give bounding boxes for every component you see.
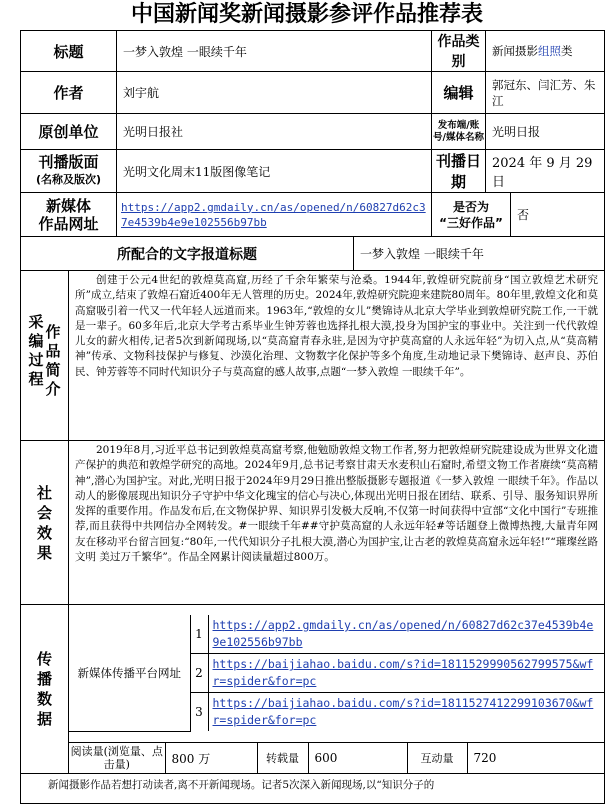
author-value: 刘宇航 bbox=[117, 72, 432, 114]
shares-label: 转载量 bbox=[257, 743, 308, 773]
three-good-label-line1: 是否为 bbox=[453, 199, 490, 214]
three-good-value: 否 bbox=[511, 193, 605, 237]
shares-value: 600 bbox=[308, 743, 407, 773]
link-num-3: 3 bbox=[190, 693, 208, 732]
spread-stats-table bbox=[69, 743, 604, 773]
newmedia-label bbox=[21, 193, 117, 237]
related-title-value: 一梦入敦煌 一眼续千年 bbox=[354, 237, 605, 271]
page-label-main: 刊播版面 bbox=[38, 153, 99, 171]
publisher-label: 发布端/账号/媒体名称 bbox=[432, 114, 486, 150]
link-num-2: 2 bbox=[190, 654, 208, 693]
newmedia-label-line1: 新媒体 bbox=[46, 196, 92, 215]
editor-label: 编辑 bbox=[432, 72, 486, 114]
category-value bbox=[486, 31, 605, 72]
platform-label: 新媒体传播平台网址 bbox=[69, 615, 190, 731]
interactions-label: 互动量 bbox=[407, 743, 467, 773]
effect-label: 社 会 效 果 bbox=[21, 441, 69, 605]
recommendation-form-table bbox=[20, 30, 605, 804]
process-label-col1: 采 编 过 程 bbox=[28, 312, 44, 388]
platform-link-1[interactable]: https://app2.gmdaily.cn/as/opened/n/60827d62c37e4539b4e9e102556b97bb bbox=[208, 615, 604, 654]
three-good-label bbox=[432, 193, 511, 237]
category-prefix: 新闻摄影 bbox=[492, 44, 539, 58]
spread-label: 传 播 数 据 bbox=[21, 605, 69, 774]
process-label bbox=[21, 271, 69, 441]
platform-link-2[interactable]: https://baijiahao.baidu.com/s?id=1811529990562799575&wfr=spider&for=pc bbox=[208, 654, 604, 693]
newmedia-url-link[interactable]: https://app2.gmdaily.cn/as/opened/n/60827d62c37e4539b4e9e102556b97bb bbox=[117, 193, 432, 237]
unit-value: 光明日报社 bbox=[117, 114, 432, 150]
author-label: 作者 bbox=[21, 72, 117, 114]
category-suffix: 类 bbox=[561, 44, 573, 58]
date-label: 刊播日期 bbox=[432, 150, 486, 193]
page-value: 光明文化周末11版图像笔记 bbox=[117, 150, 432, 193]
reads-label: 阅读量(浏览量、点击量) bbox=[69, 743, 165, 773]
date-value: 2024 年 9 月 29 日 bbox=[486, 150, 605, 193]
document-title: 中国新闻奖新闻摄影参评作品推荐表 bbox=[130, 2, 483, 27]
page-label bbox=[21, 150, 117, 193]
three-good-label-line2: “三好作品” bbox=[439, 215, 503, 230]
bottom-text: 新闻摄影作品若想打动读者,离不开新闻现场。记者5次深入新闻现场,以“知识分子的 bbox=[21, 774, 605, 804]
category-label: 作品类别 bbox=[432, 31, 486, 72]
headline-label: 标题 bbox=[21, 31, 117, 72]
platform-link-3[interactable]: https://baijiahao.baidu.com/s?id=1811527412299103670&wfr=spider&for=pc bbox=[208, 693, 604, 732]
publisher-value: 光明日报 bbox=[486, 114, 605, 150]
related-title-label: 所配合的文字报道标题 bbox=[21, 237, 354, 271]
page-label-sub: (名称及版次) bbox=[35, 173, 102, 186]
headline-value: 一梦入敦煌 一眼续千年 bbox=[117, 31, 432, 72]
reads-value: 800 万 bbox=[165, 743, 257, 773]
unit-label: 原创单位 bbox=[21, 114, 117, 150]
process-label-col2: 作 品 简 介 bbox=[45, 322, 61, 398]
process-text: 创建于公元4世纪的敦煌莫高窟,历经了千余年繁荣与沧桑。1944年,敦煌研究院前身“国立敦煌艺术研究所”成立,结束了敦煌石窟近400年无人管理的历史。2024年,敦煌研究院迎来建院80周年。80年里,敦煌文化和莫高窟吸引着一代又一代年轻人远道而来。1963年,“敦煌的女儿”樊锦诗从北京大学毕业到敦煌研究院工作,一干就是一辈子。60多年后,北京大学考古系毕业生钟芳蓉也选择扎根大漠,投身为国护宝的事业中。关注到一代代敦煌儿女的薪火相传,记者5次到新闻现场,以“莫高窟青春永驻,是因为守护莫高窟的人永远年轻”为切入点,从“莫高精神”传承、文物科技保护与修复、沙漠化治理、文物数字化保护等多个角度,生动地记录下樊锦诗、赵声良、苏伯民、钟芳蓉等不同时代知识分子与莫高窟的感人故事,点题“一梦入敦煌 一眼续千年”。 bbox=[69, 271, 605, 441]
spread-links-table bbox=[69, 615, 604, 732]
category-highlight: 组照 bbox=[538, 44, 562, 58]
interactions-value: 720 bbox=[467, 743, 604, 773]
link-num-1: 1 bbox=[190, 615, 208, 654]
effect-text: 2019年8月,习近平总书记到敦煌莫高窟考察,他勉励敦煌文物工作者,努力把敦煌研究院建设成为世界文化遗产保护的典范和敦煌学研究的高地。2024年9月,总书记考察甘肃天水麦积山石窟时,希望文物工作者赓续“莫高精神”,潜心为国护宝。对此,光明日报于2024年9月29日推出整版摄影专题报道《一梦入敦煌 一眼续千年》。作品以动人的影像展现出知识分子守护中华文化瑰宝的信心与决心,体现出光明日报在团结、联系、引导、服务知识界所发挥的重要作用。作品发布后,在文物保护界、知识界引发极大反响,不仅第一时间获得中宣部“文化中国行”专班推荐,而且获得中共网信办全网转发。#一眼续千年##守护莫高窟的人永远年轻#等话题登上微博热搜,大量青年网友在移动平台留言回复:“80年,一代代知识分子扎根大漠,潜心为国护宝,让古老的敦煌莫高窟永远年轻!”“璀璨丝路文明 美过万千繁华”。作品全网累计阅读量超过800万。 bbox=[69, 441, 605, 605]
newmedia-label-line2: 作品网址 bbox=[38, 214, 99, 233]
editor-value: 郭冠东、闫汇芳、朱江 bbox=[486, 72, 605, 114]
